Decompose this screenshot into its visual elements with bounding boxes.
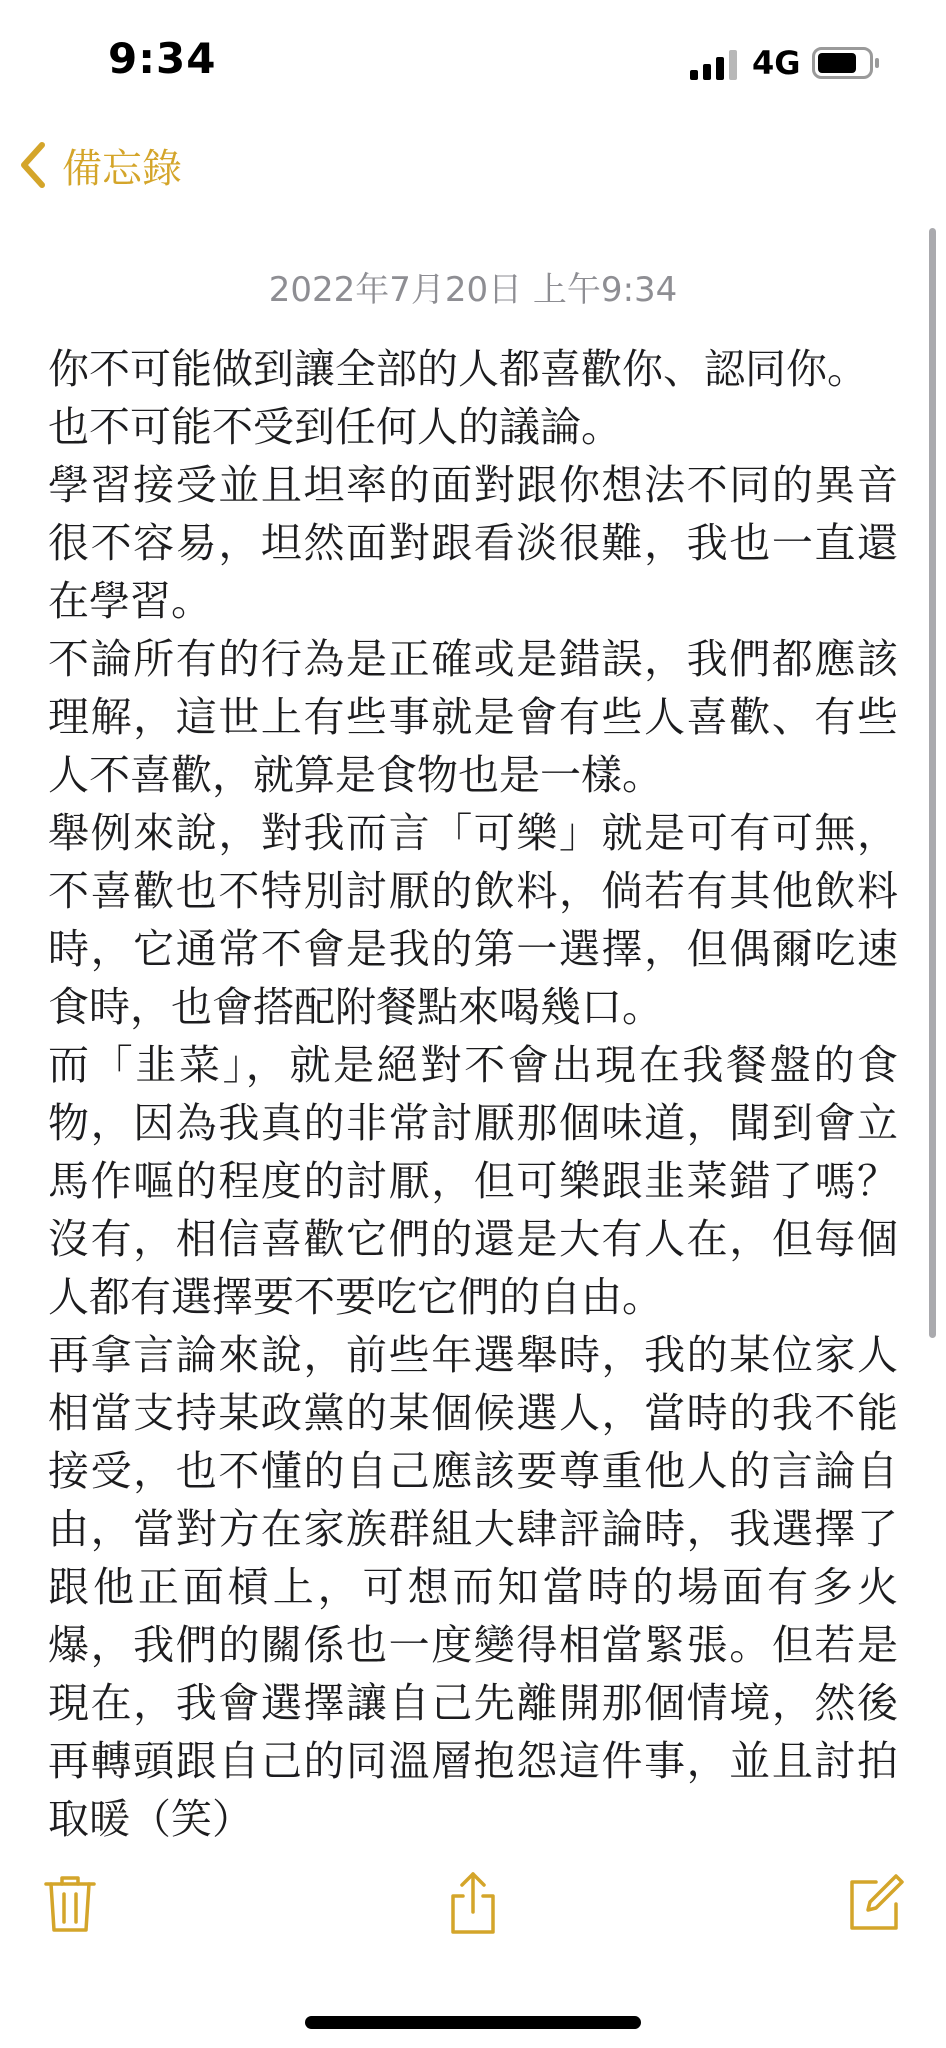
note-paragraph: 而「韭菜」，就是絕對不會出現在我餐盤的食物，因為我真的非常討厭那個味道，聞到會立馬作嘔的程度的討厭，但可樂跟韭菜錯了嗎？沒有，相信喜歡它們的還是大有人在，但每個人都有選擇要不要吃它們的自由。 bbox=[48, 1041, 898, 1321]
back-button[interactable] bbox=[18, 136, 182, 194]
note-paragraph: 再拿言論來說，前些年選舉時，我的某位家人相當支持某政黨的某個候選人，當時的我不能接受，也不懂的自己應該要尊重他人的言論自由，當對方在家族群組大肆評論時，我選擇了跟他正面槓上，可想而知當時的場面有多火爆，我們的關係也一度變得相當緊張。但若是現在，我會選擇讓自己先離開那個情境，然後再轉頭跟自己的同溫層抱怨這件事，並且討拍取暖（笑） bbox=[48, 1331, 898, 1843]
trash-icon[interactable] bbox=[40, 1870, 100, 1936]
battery-icon bbox=[812, 47, 882, 79]
note-body[interactable] bbox=[48, 340, 898, 1848]
note-paragraph: 你不可能做到讓全部的人都喜歡你、認同你。 bbox=[48, 345, 868, 393]
note-paragraph: 學習接受並且坦率的面對跟你想法不同的異音很不容易，坦然面對跟看淡很難，我也一直還在學習。 bbox=[48, 461, 898, 625]
back-button-label: 備忘錄 bbox=[62, 145, 182, 192]
bottom-toolbar bbox=[0, 1860, 946, 1950]
status-time: 9:34 bbox=[108, 34, 217, 83]
chevron-left-icon bbox=[18, 141, 48, 189]
network-type: 4G bbox=[752, 44, 801, 82]
navigation-bar bbox=[0, 130, 946, 200]
compose-icon[interactable] bbox=[846, 1870, 906, 1936]
status-bar bbox=[0, 0, 946, 120]
home-indicator[interactable] bbox=[305, 2016, 641, 2029]
signal-bars-icon bbox=[690, 50, 742, 80]
note-paragraph: 不論所有的行為是正確或是錯誤，我們都應該理解，這世上有些事就是會有些人喜歡、有些人不喜歡，就算是食物也是一樣。 bbox=[48, 635, 898, 799]
note-paragraph: 也不可能不受到任何人的議論。 bbox=[48, 403, 622, 451]
share-icon[interactable] bbox=[443, 1870, 503, 1936]
scroll-indicator[interactable] bbox=[929, 228, 936, 1338]
note-paragraph: 舉例來說，對我而言「可樂」就是可有可無，不喜歡也不特別討厭的飲料，倘若有其他飲料時，它通常不會是我的第一選擇，但偶爾吃速食時，也會搭配附餐點來喝幾口。 bbox=[48, 809, 898, 1031]
note-date: 2022年7月20日 上午9:34 bbox=[268, 270, 678, 310]
